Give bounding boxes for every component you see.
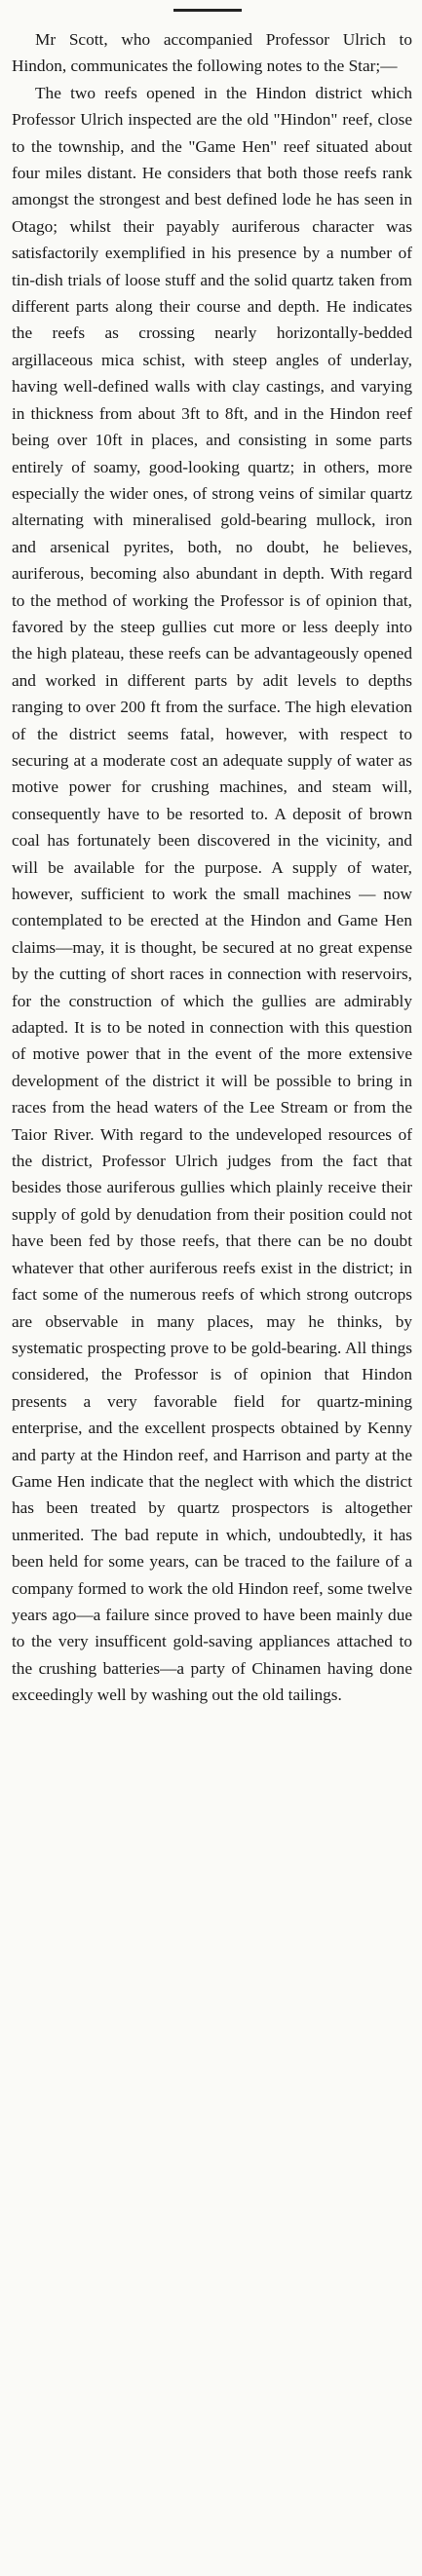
article-body [12,26,412,1709]
section-divider-rule [173,9,242,12]
article-paragraph-intro: Mr Scott, who accompanied Professor Ulrich to Hindon, communicates the following notes to the Star;— [12,30,412,76]
article-paragraph-main: The two reefs opened in the Hindon district which Professor Ulrich inspected are the old "Hindon" reef, close to the township, and the "Game Hen" reef situated about four miles distant. He considers that both those reefs rank amongst the strongest and best defined lode he has seen in Otago; whilst their payably auriferous character was satisfactorily exemplified in his presence by a number of tin-dish trials of loose stuff and the solid quartz taken from different parts along their course and depth. He indicates the reefs as crossing nearly horizontally-bedded argillaceous mica schist, with steep angles of underlay, having well-defined walls with clay castings, and varying in thickness from about 3ft to 8ft, and in the Hindon reef being over 10ft in places, and consisting in some parts entirely of soamy, good-looking quartz; in others, more especially the wider ones, of strong veins of similar quartz alternating with mineralised gold-bearing mullock, iron and arsenical pyrites, both, no doubt, he believes, auriferous, becoming also abundant in depth. With regard to the method of working the Professor is of opinion that, favored by the steep gullies cut more or less deeply into the high plateau, these reefs can be advantageously opened and worked in different parts by adit levels to depths ranging to over 200 ft from the surface. The high elevation of the district seems fatal, however, with respect to securing at a moderate cost an adequate supply of water as motive power for crushing machines, and steam will, consequently have to be resorted to. A deposit of brown coal has fortunately been discovered in the vicinity, and will be available for the purpose. A supply of water, however, sufficient to work the small machines — now contemplated to be erected at the Hindon and Game Hen claims—may, it is thought, be secured at no great expense by the cutting of short races in connection with reservoirs, for the construction of which the gullies are admirably adapted. It is to be noted in connection with this question of motive power that in the event of the more extensive development of the district it will be possible to bring in races from the head waters of the Lee Stream or from the Taior River. With regard to the undeveloped resources of the district, Professor Ulrich judges from the fact that besides those auriferous gullies which plainly receive their supply of gold by denudation from their position could not have been fed by those reefs, that there can be no doubt whatever that other auriferous reefs exist in the district; in fact some of the numerous reefs of which strong outcrops are observable in many places, may he thinks, by systematic prospecting prove to be gold-bearing. All things considered, the Professor is of opinion that Hindon presents a very favorable field for quartz-mining enterprise, and the excellent prospects obtained by Kenny and party at the Hindon reef, and Harrison and party at the Game Hen indicate that the neglect with which the district has been treated by quartz prospectors is altogether unmerited. The bad repute in which, undoubtedly, it has been held for some years, can be traced to the failure of a company formed to work the old Hindon reef, some twelve years ago—a failure since proved to have been mainly due to the very insufficent gold-saving appliances attached to the crushing batteries—a party of Chinamen having done exceedingly well by washing out the old tailings. [12,83,412,1705]
